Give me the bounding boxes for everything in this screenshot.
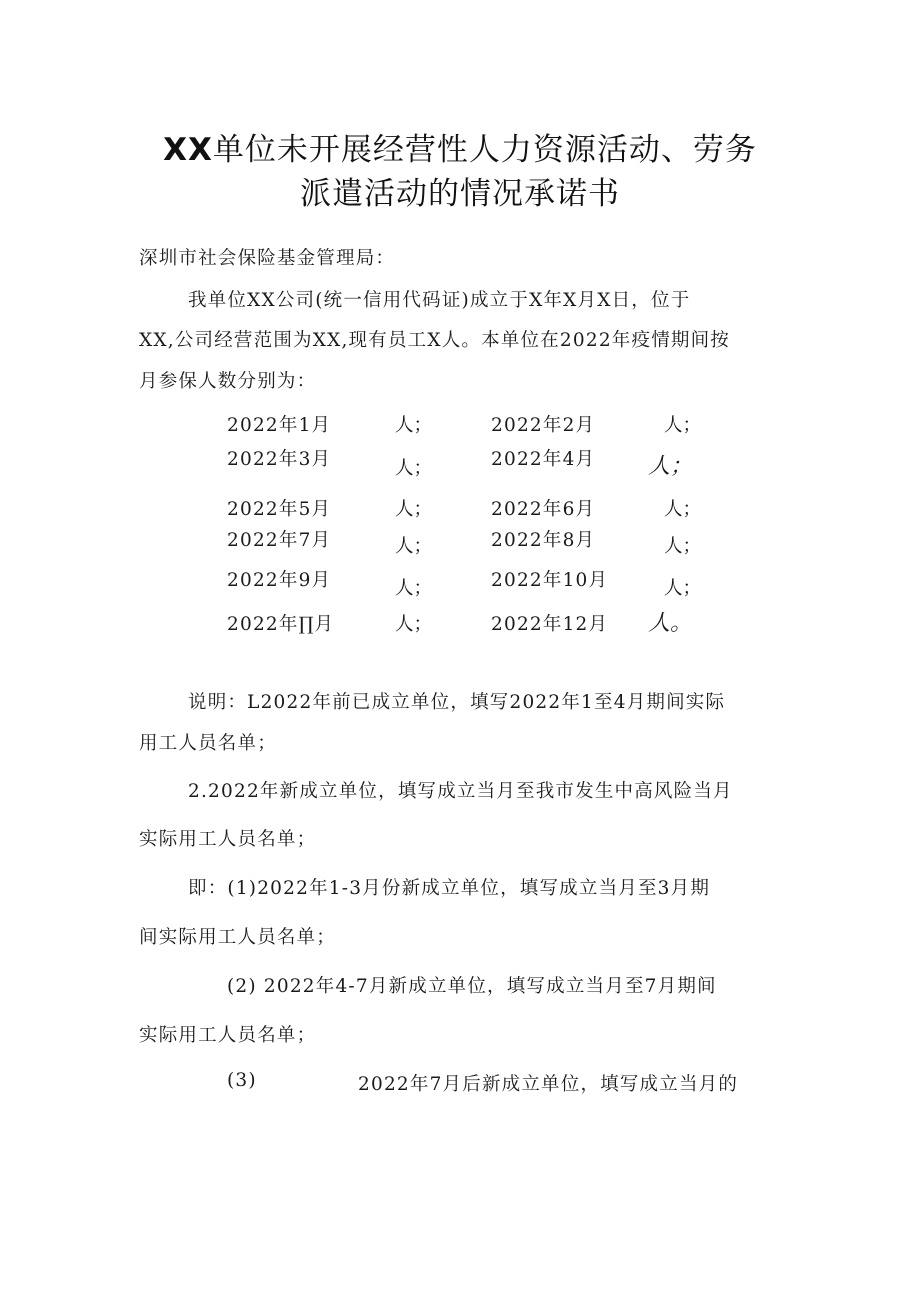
intro-line-3: 月参保人数分别为： xyxy=(139,371,317,392)
headcount-unit: 人； xyxy=(395,499,433,520)
month-label: 2022年8月 xyxy=(491,530,596,551)
note-3-line-1: 即：(1)2022年1-3月份新成立单位，填写成立当月至3月期 xyxy=(188,878,711,899)
headcount-unit: 人； xyxy=(395,614,433,635)
month-label: 2022年∏月 xyxy=(227,614,335,635)
intro-line-2: XX,公司经营范围为XX,现有员工X人。本单位在2022年疫情期间按 xyxy=(139,330,730,351)
note-4-line-1: (2) 2022年4-7月新成立单位，填写成立当月至7月期间 xyxy=(227,976,717,997)
headcount-unit: 人； xyxy=(664,536,702,557)
headcount-unit: 人； xyxy=(648,454,693,479)
headcount-unit: 人； xyxy=(395,578,433,599)
addressee: 深圳市社会保险基金管理局： xyxy=(139,248,396,269)
month-label: 2022年1月 xyxy=(227,415,332,436)
note-4-line-2: 实际用工人员名单； xyxy=(139,1025,317,1046)
note-2-line-1: 2.2022年新成立单位，填写成立当月至我市发生中高风险当月 xyxy=(188,781,733,802)
note-5-text: 2022年7月后新成立单位，填写成立当月的 xyxy=(358,1074,739,1095)
headcount-unit: 人。 xyxy=(648,611,693,636)
headcount-unit: 人； xyxy=(395,536,433,557)
month-label: 2022年7月 xyxy=(227,530,332,551)
month-label: 2022年4月 xyxy=(491,449,596,470)
headcount-unit: 人； xyxy=(395,415,433,436)
document-title-line-2: 派遣活动的情况承诺书 xyxy=(300,176,620,212)
month-label: 2022年9月 xyxy=(227,570,332,591)
headcount-unit: 人； xyxy=(395,458,433,479)
month-label: 2022年5月 xyxy=(227,499,332,520)
month-label: 2022年10月 xyxy=(491,570,609,591)
document-title-line-1 xyxy=(0,124,920,169)
month-label: 2022年6月 xyxy=(491,499,596,520)
month-label: 2022年3月 xyxy=(227,449,332,470)
headcount-unit: 人； xyxy=(664,499,702,520)
intro-line-1: 我单位XX公司(统一信用代码证)成立于X年X月X日，位于 xyxy=(188,290,691,311)
note-2-line-2: 实际用工人员名单； xyxy=(139,829,317,850)
note-5-label: (3) xyxy=(227,1070,257,1091)
note-3-line-2: 间实际用工人员名单； xyxy=(139,927,337,948)
note-1-line-2: 用工人员名单； xyxy=(139,733,277,754)
month-label: 2022年2月 xyxy=(491,415,596,436)
headcount-unit: 人； xyxy=(664,415,702,436)
note-1-line-1: 说明：L2022年前已成立单位，填写2022年1至4月期间实际 xyxy=(188,692,726,713)
headcount-unit: 人； xyxy=(664,578,702,599)
title-prefix: XX xyxy=(163,132,213,168)
month-label: 2022年12月 xyxy=(491,614,609,635)
title-text: 单位未开展经营性人力资源活动、劳务 xyxy=(212,132,757,168)
